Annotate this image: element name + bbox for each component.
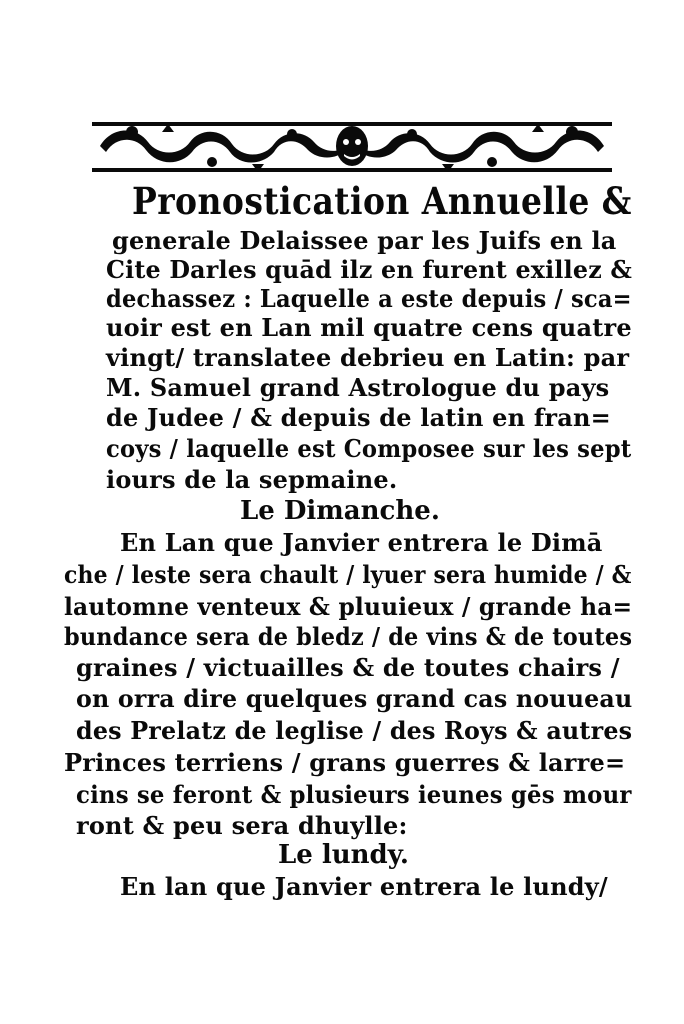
section-heading-lundy: Le lundy. [278,840,409,870]
section-line: graines / victuailles & de toutes chairs / [76,653,620,682]
decorative-headpiece-ornament [92,112,612,182]
intro-line: vingt/ translatee debrieu en Latin: par [106,343,630,372]
intro-line: coys / laquelle est Composee sur les sept [106,434,632,463]
section-line: En Lan que Janvier entrera le Dimā [120,528,603,557]
section-line: che / leste sera chault / lyuer sera humide / & [64,560,632,589]
intro-line: iours de la sepmaine. [106,465,398,494]
section-line: En lan que Janvier entrera le lundy/ [120,872,608,901]
section-line: Princes terriens / grans guerres & larre= [64,748,626,777]
section-line: lautomne venteux & pluuieux / grande ha= [64,592,633,621]
intro-line: Cite Darles quād ilz en furent exillez & [106,255,633,284]
section-line: bundance sera de bledz / de vins & de toutes [64,622,633,651]
intro-line: dechassez : Laquelle a este depuis / sca= [106,284,632,313]
document-title: Pronostication Annuelle & [132,179,632,223]
section-line: on orra dire quelques grand cas nouueau [76,684,633,713]
section-line: ront & peu sera dhuylle: [76,811,408,840]
intro-line: de Judee / & depuis de latin en fran= [106,403,611,432]
intro-line: generale Delaissee par les Juifs en la [112,226,617,255]
intro-line: M. Samuel grand Astrologue du pays [106,373,610,402]
intro-line: uoir est en Lan mil quatre cens quatre [106,313,632,342]
section-line: des Prelatz de leglise / des Roys & autres [76,716,633,745]
section-line: cins se feront & plusieurs ieunes gēs mour [76,780,632,809]
section-heading-dimanche: Le Dimanche. [240,496,440,526]
